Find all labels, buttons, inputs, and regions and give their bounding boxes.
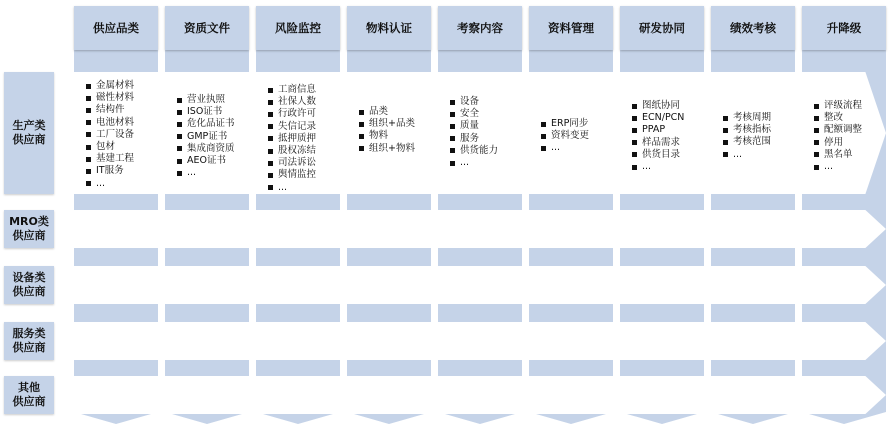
list-item xyxy=(723,112,771,124)
row-label: 其他 供应商 xyxy=(4,376,54,414)
list-item xyxy=(632,112,684,124)
column-header: 升降级 xyxy=(802,6,886,50)
list-item-text: 组织+物料 xyxy=(369,142,415,154)
list-item-text: AEO证书 xyxy=(187,155,226,167)
list-item-text: 评级流程 xyxy=(824,100,863,111)
list-item xyxy=(723,149,771,161)
cell-item-list xyxy=(814,100,862,173)
list-item xyxy=(541,130,589,142)
list-item-text: 营业执照 xyxy=(187,94,226,105)
list-item xyxy=(814,100,862,112)
list-item-text: IT服务 xyxy=(96,165,124,177)
list-item xyxy=(541,142,589,154)
column-header: 供应品类 xyxy=(74,6,158,50)
cell-item-list xyxy=(268,84,316,194)
cell-item-list xyxy=(541,118,589,155)
list-item-text: 物料 xyxy=(369,130,389,142)
list-item xyxy=(723,136,771,148)
list-item xyxy=(268,157,316,169)
list-item xyxy=(723,124,771,136)
list-item-text: ERP同步 xyxy=(551,118,589,129)
list-item-text: 配额调整 xyxy=(824,124,863,136)
column-header: 研发协同 xyxy=(620,6,704,50)
list-item xyxy=(86,129,134,141)
list-item xyxy=(177,118,235,130)
list-item-text: ... xyxy=(551,142,561,154)
column-header: 资质文件 xyxy=(165,6,249,50)
list-item-text: 金属材料 xyxy=(96,80,135,91)
cell-item-list xyxy=(632,100,684,173)
list-item-text: 品类 xyxy=(369,106,389,117)
list-item-text: 社保人数 xyxy=(278,96,317,108)
list-item xyxy=(86,178,134,190)
list-item xyxy=(86,153,134,165)
list-item xyxy=(86,92,134,104)
list-item xyxy=(450,108,498,120)
list-item xyxy=(177,94,235,106)
list-item-text: 黑名单 xyxy=(824,148,853,160)
list-item-text: 质量 xyxy=(460,120,480,132)
list-item-text: 考核指标 xyxy=(733,124,772,136)
list-item xyxy=(814,161,862,173)
list-item-text: 设备 xyxy=(460,96,480,107)
list-item-text: 行政许可 xyxy=(278,108,317,120)
cell-item-list xyxy=(177,94,235,179)
list-item-text: 集成商资质 xyxy=(187,142,235,154)
list-item-text: 失信记录 xyxy=(278,120,317,132)
list-item-text: ... xyxy=(460,157,470,169)
list-item-text: 整改 xyxy=(824,112,844,124)
list-item xyxy=(541,118,589,130)
row-band xyxy=(62,210,886,248)
list-item xyxy=(86,117,134,129)
list-item xyxy=(359,118,415,130)
list-item xyxy=(86,104,134,116)
list-item xyxy=(450,157,498,169)
column-header: 资料管理 xyxy=(529,6,613,50)
list-item-text: ... xyxy=(733,148,743,160)
list-item-text: 供货目录 xyxy=(642,148,681,160)
list-item xyxy=(177,106,235,118)
list-item xyxy=(359,143,415,155)
list-item xyxy=(177,167,235,179)
list-item-text: 危化品证书 xyxy=(187,118,235,130)
cell-item-list xyxy=(450,96,498,169)
row-band xyxy=(62,322,886,360)
list-item-text: 抵押质押 xyxy=(278,132,317,144)
list-item xyxy=(450,120,498,132)
cell-item-list xyxy=(86,80,134,190)
list-item xyxy=(359,106,415,118)
list-item-text: 包材 xyxy=(96,141,116,153)
row-label: 服务类 供应商 xyxy=(4,322,54,360)
list-item-text: ... xyxy=(96,177,106,189)
row-band-fill xyxy=(62,210,886,248)
list-item-text: 基建工程 xyxy=(96,153,135,165)
list-item-text: ... xyxy=(824,161,834,173)
row-label: 生产类 供应商 xyxy=(4,72,54,194)
column-header: 物料认证 xyxy=(347,6,431,50)
list-item xyxy=(268,96,316,108)
row-band xyxy=(62,266,886,304)
list-item xyxy=(450,145,498,157)
list-item-text: 结构件 xyxy=(96,104,125,116)
list-item xyxy=(359,130,415,142)
row-band-fill xyxy=(62,266,886,304)
list-item-text: 服务 xyxy=(460,132,480,144)
list-item-text: 安全 xyxy=(460,108,480,120)
column-header: 风险监控 xyxy=(256,6,340,50)
list-item xyxy=(268,169,316,181)
list-item-text: ISO证书 xyxy=(187,106,223,118)
list-item xyxy=(268,84,316,96)
list-item-text: 样品需求 xyxy=(642,136,681,148)
list-item-text: 工商信息 xyxy=(278,84,317,95)
list-item-text: GMP证书 xyxy=(187,130,228,142)
list-item xyxy=(450,96,498,108)
list-item xyxy=(814,124,862,136)
list-item xyxy=(632,149,684,161)
list-item-text: 电池材料 xyxy=(96,116,135,128)
list-item xyxy=(814,137,862,149)
list-item xyxy=(177,155,235,167)
row-band-fill xyxy=(62,322,886,360)
row-band-fill xyxy=(62,376,886,414)
list-item-text: 资料变更 xyxy=(551,130,590,142)
list-item xyxy=(632,161,684,173)
list-item xyxy=(450,133,498,145)
list-item xyxy=(268,108,316,120)
row-label: MRO类 供应商 xyxy=(4,210,54,248)
list-item xyxy=(86,141,134,153)
list-item xyxy=(268,133,316,145)
column-header: 考察内容 xyxy=(438,6,522,50)
list-item xyxy=(86,80,134,92)
list-item-text: ... xyxy=(187,167,197,179)
list-item-text: 供货能力 xyxy=(460,144,499,156)
list-item-text: 舆情监控 xyxy=(278,169,317,181)
list-item xyxy=(814,149,862,161)
list-item-text: 考核周期 xyxy=(733,112,772,123)
list-item xyxy=(268,121,316,133)
list-item-text: 图纸协同 xyxy=(642,100,681,111)
list-item xyxy=(177,143,235,155)
list-item-text: 股权冻结 xyxy=(278,145,317,157)
list-item-text: ... xyxy=(278,181,288,193)
list-item xyxy=(632,137,684,149)
cell-item-list xyxy=(723,112,771,161)
list-item-text: PPAP xyxy=(642,124,666,136)
list-item xyxy=(268,145,316,157)
list-item xyxy=(632,100,684,112)
list-item-text: 磁性材料 xyxy=(96,92,135,104)
list-item-text: 工厂设备 xyxy=(96,128,135,140)
list-item xyxy=(86,165,134,177)
list-item-text: 司法诉讼 xyxy=(278,157,317,169)
list-item xyxy=(268,182,316,194)
list-item-text: ... xyxy=(642,161,652,173)
cell-item-list xyxy=(359,106,415,155)
list-item xyxy=(814,112,862,124)
list-item-text: 停用 xyxy=(824,136,844,148)
list-item-text: ECN/PCN xyxy=(642,112,685,124)
column-header: 绩效考核 xyxy=(711,6,795,50)
row-label: 设备类 供应商 xyxy=(4,266,54,304)
list-item xyxy=(632,124,684,136)
list-item-text: 考核范围 xyxy=(733,136,772,148)
row-band xyxy=(62,376,886,414)
list-item-text: 组织+品类 xyxy=(369,118,415,130)
list-item xyxy=(177,131,235,143)
